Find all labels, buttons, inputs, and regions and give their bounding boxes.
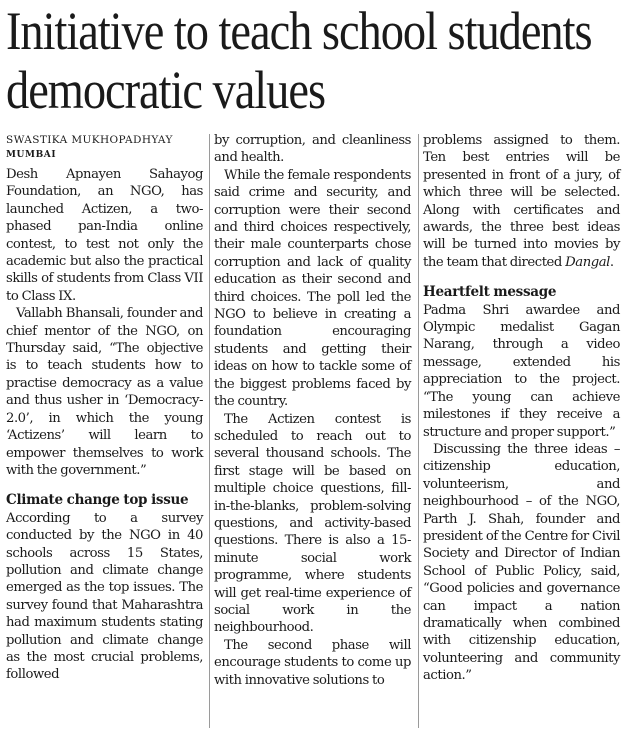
paragraph: The second phase will encourage students to come up with innovative solutions to: [214, 637, 411, 688]
paragraph: While the female respondents said crime and security, and corruption were their second and third choices respectively, their male counterparts chose corruption and lack of quality education as their second and third choices. The poll led the NGO to believe in creating a foundation encouraging students and getting their ideas on how to tackle some of the biggest problems faced by the country.: [214, 167, 411, 410]
paragraph: Padma Shri awardee and Olympic medalist Gagan Narang, through a video message, extended his appreciation to the project. “The young can achieve milestones if they receive a structure and proper support.”: [423, 302, 620, 440]
dateline: MUMBAI: [6, 150, 57, 160]
paragraph: Desh Apnayen Sahayog Foundation, an NGO, has launched Actizen, a two-phased pan-India online contest, to test not only the academic but also the practical skills of students from Class VII to Class IX.: [6, 167, 203, 304]
article-column-3: [423, 132, 620, 685]
column-divider: [418, 134, 419, 728]
subheading: Heartfelt message: [423, 284, 557, 301]
film-title: Dangal: [565, 254, 610, 270]
paragraph: According to a survey conducted by the NGO in 40 schools across 15 States, pollution and climate change emerged as the top issues. The survey found that Maharashtra had maximum students stating pollution and climate change as the most crucial problems, followed: [6, 510, 203, 683]
paragraph: [423, 132, 620, 271]
headline: Initiative to teach school students democratic values: [6, 1, 592, 120]
paragraph-text: problems assigned to them. Ten best entries will be presented in front of a jury, of which three will be selected. Along with certificates and awards, the three best ideas will be turned into movies by the team that directed: [423, 133, 620, 270]
article-column-1: [6, 166, 203, 684]
subheading: Climate change top issue: [6, 492, 189, 509]
byline: SWASTIKA MUKHOPADHYAY: [6, 134, 173, 146]
column-divider: [209, 134, 210, 728]
paragraph: Vallabh Bhansali, founder and chief mentor of the NGO, on Thursday said, “The objective is to teach students how to practise democracy as a value and thus usher in ‘Democracy- 2.0’, in which the young ‘Actizens’ will learn to empower themselves to work with the government.”: [6, 306, 203, 478]
paragraph: Discussing the three ideas – citizenship education, volunteerism, and neighbourhood – of the NGO, Parth J. Shah, founder and president of the Centre for Civil Society and Director of Indian School of Public Policy, said, “Good policies and governance can impact a nation dramatically when combined with citizenship education, volunteering and community action.”: [423, 441, 620, 684]
paragraph-end: .: [609, 254, 614, 270]
paragraph: by corruption, and cleanliness and health.: [214, 133, 411, 166]
paragraph: The Actizen contest is scheduled to reach out to several thousand schools. The first stage will be based on multiple choice questions, fill-in-the-blanks, problem-solving questions, and activity-based questions. There is also a 15-minute social work programme, where students will get real-time experience of social work in the neighbourhood.: [214, 411, 411, 636]
article-column-2: [214, 132, 411, 689]
